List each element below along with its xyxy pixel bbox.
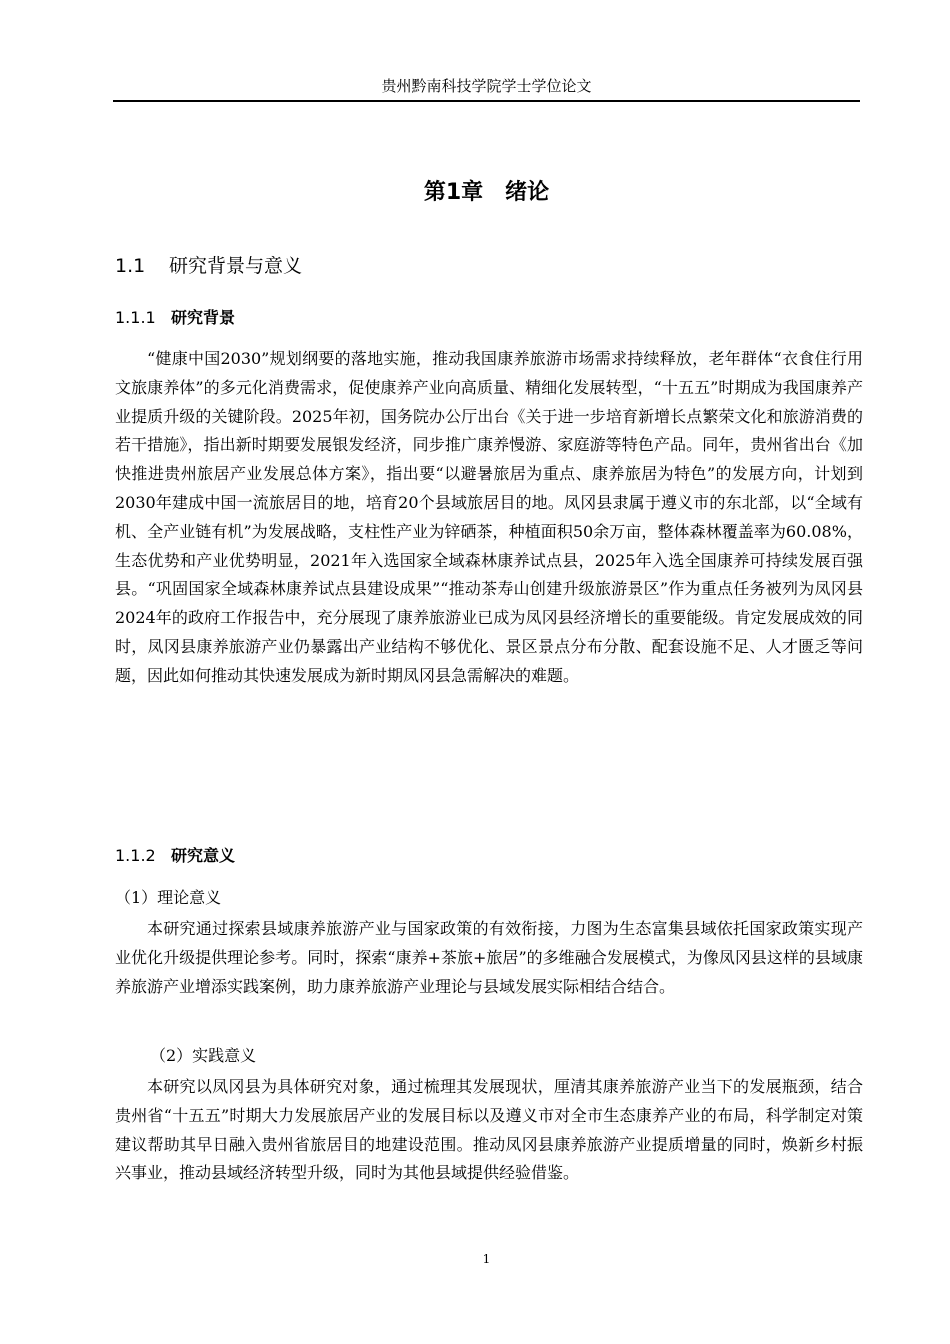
subsection-heading-1-1-2 [115, 843, 235, 869]
header-divider [113, 100, 860, 102]
page-number: 1 [482, 1252, 491, 1266]
section-title: 研究背景与意义 [169, 255, 303, 277]
page-header-title: 贵州黔南科技学院学士学位论文 [381, 77, 592, 95]
subsection-title: 研究意义 [171, 846, 236, 865]
subsection-number: 1.1.2 [115, 846, 156, 865]
subsection-title: 研究背景 [171, 308, 236, 327]
chapter-title: 第1章 绪论 [423, 180, 550, 205]
section-number: 1.1 [115, 255, 146, 277]
theory-significance-paragraph: 本研究通过探索县域康养旅游产业与国家政策的有效衔接，力图为生态富集县域依托国家政策实现产业优化升级提供理论参考。同时，探索“康养+茶旅+旅居”的多维融合发展模式，为像凤冈县这样的县域康养旅游产业增添实践案例，助力康养旅游产业理论与县域发展实际相结合结合。 [115, 919, 863, 996]
theory-significance-label: （1）理论意义 [115, 888, 222, 907]
practice-significance-paragraph: 本研究以凤冈县为具体研究对象，通过梳理其发展现状，厘清其康养旅游产业当下的发展瓶颈，结合贵州省“十五五”时期大力发展旅居产业的发展目标以及遵义市对全市生态康养产业的布局，科学制定对策建议帮助其早日融入贵州省旅居目的地建设范围。推动凤冈县康养旅游产业提质增量的同时，焕新乡村振兴事业，推动县域经济转型升级，同时为其他县域提供经验借鉴。 [115, 1077, 863, 1183]
section-heading-1-1 [115, 251, 302, 281]
practice-significance-label: （2）实践意义 [150, 1046, 257, 1065]
subsection-heading-1-1-1 [115, 305, 235, 331]
subsection-number: 1.1.1 [115, 308, 156, 327]
background-paragraph: “健康中国2030”规划纲要的落地实施，推动我国康养旅游市场需求持续释放，老年群体“衣食住行用文旅康养体”的多元化消费需求，促使康养产业向高质量、精细化发展转型，“十五五”时期成为我国康养产业提质升级的关键阶段。2025年初，国务院办公厅出台《关于进一步培育新增长点繁荣文化和旅游消费的若干措施》，指出新时期要发展银发经济，同步推广康养慢游、家庭游等特色产品。同年，贵州省出台《加快推进贵州旅居产业发展总体方案》，指出要“以避暑旅居为重点、康养旅居为特色”的发展方向，计划到2030年建成中国一流旅居目的地，培育20个县域旅居目的地。凤冈县隶属于遵义市的东北部，以“全域有机、全产业链有机”为发展战略，支柱性产业为锌硒茶，种植面积50余万亩，整体森林覆盖率为60.08%，生态优势和产业优势明显，2021年入选国家全域森林康养试点县，2025年入选全国康养可持续发展百强县。“巩固国家全域森林康养试点县建设成果”“推动茶寿山创建升级旅游景区”作为重点任务被列为凤冈县2024年的政府工作报告中，充分展现了康养旅游业已成为凤冈县经济增长的重要能级。肯定发展成效的同时，凤冈县康养旅游产业仍暴露出产业结构不够优化、景区景点分布分散、配套设施不足、人才匮乏等问题，因此如何推动其快速发展成为新时期凤冈县急需解决的难题。 [115, 349, 863, 685]
